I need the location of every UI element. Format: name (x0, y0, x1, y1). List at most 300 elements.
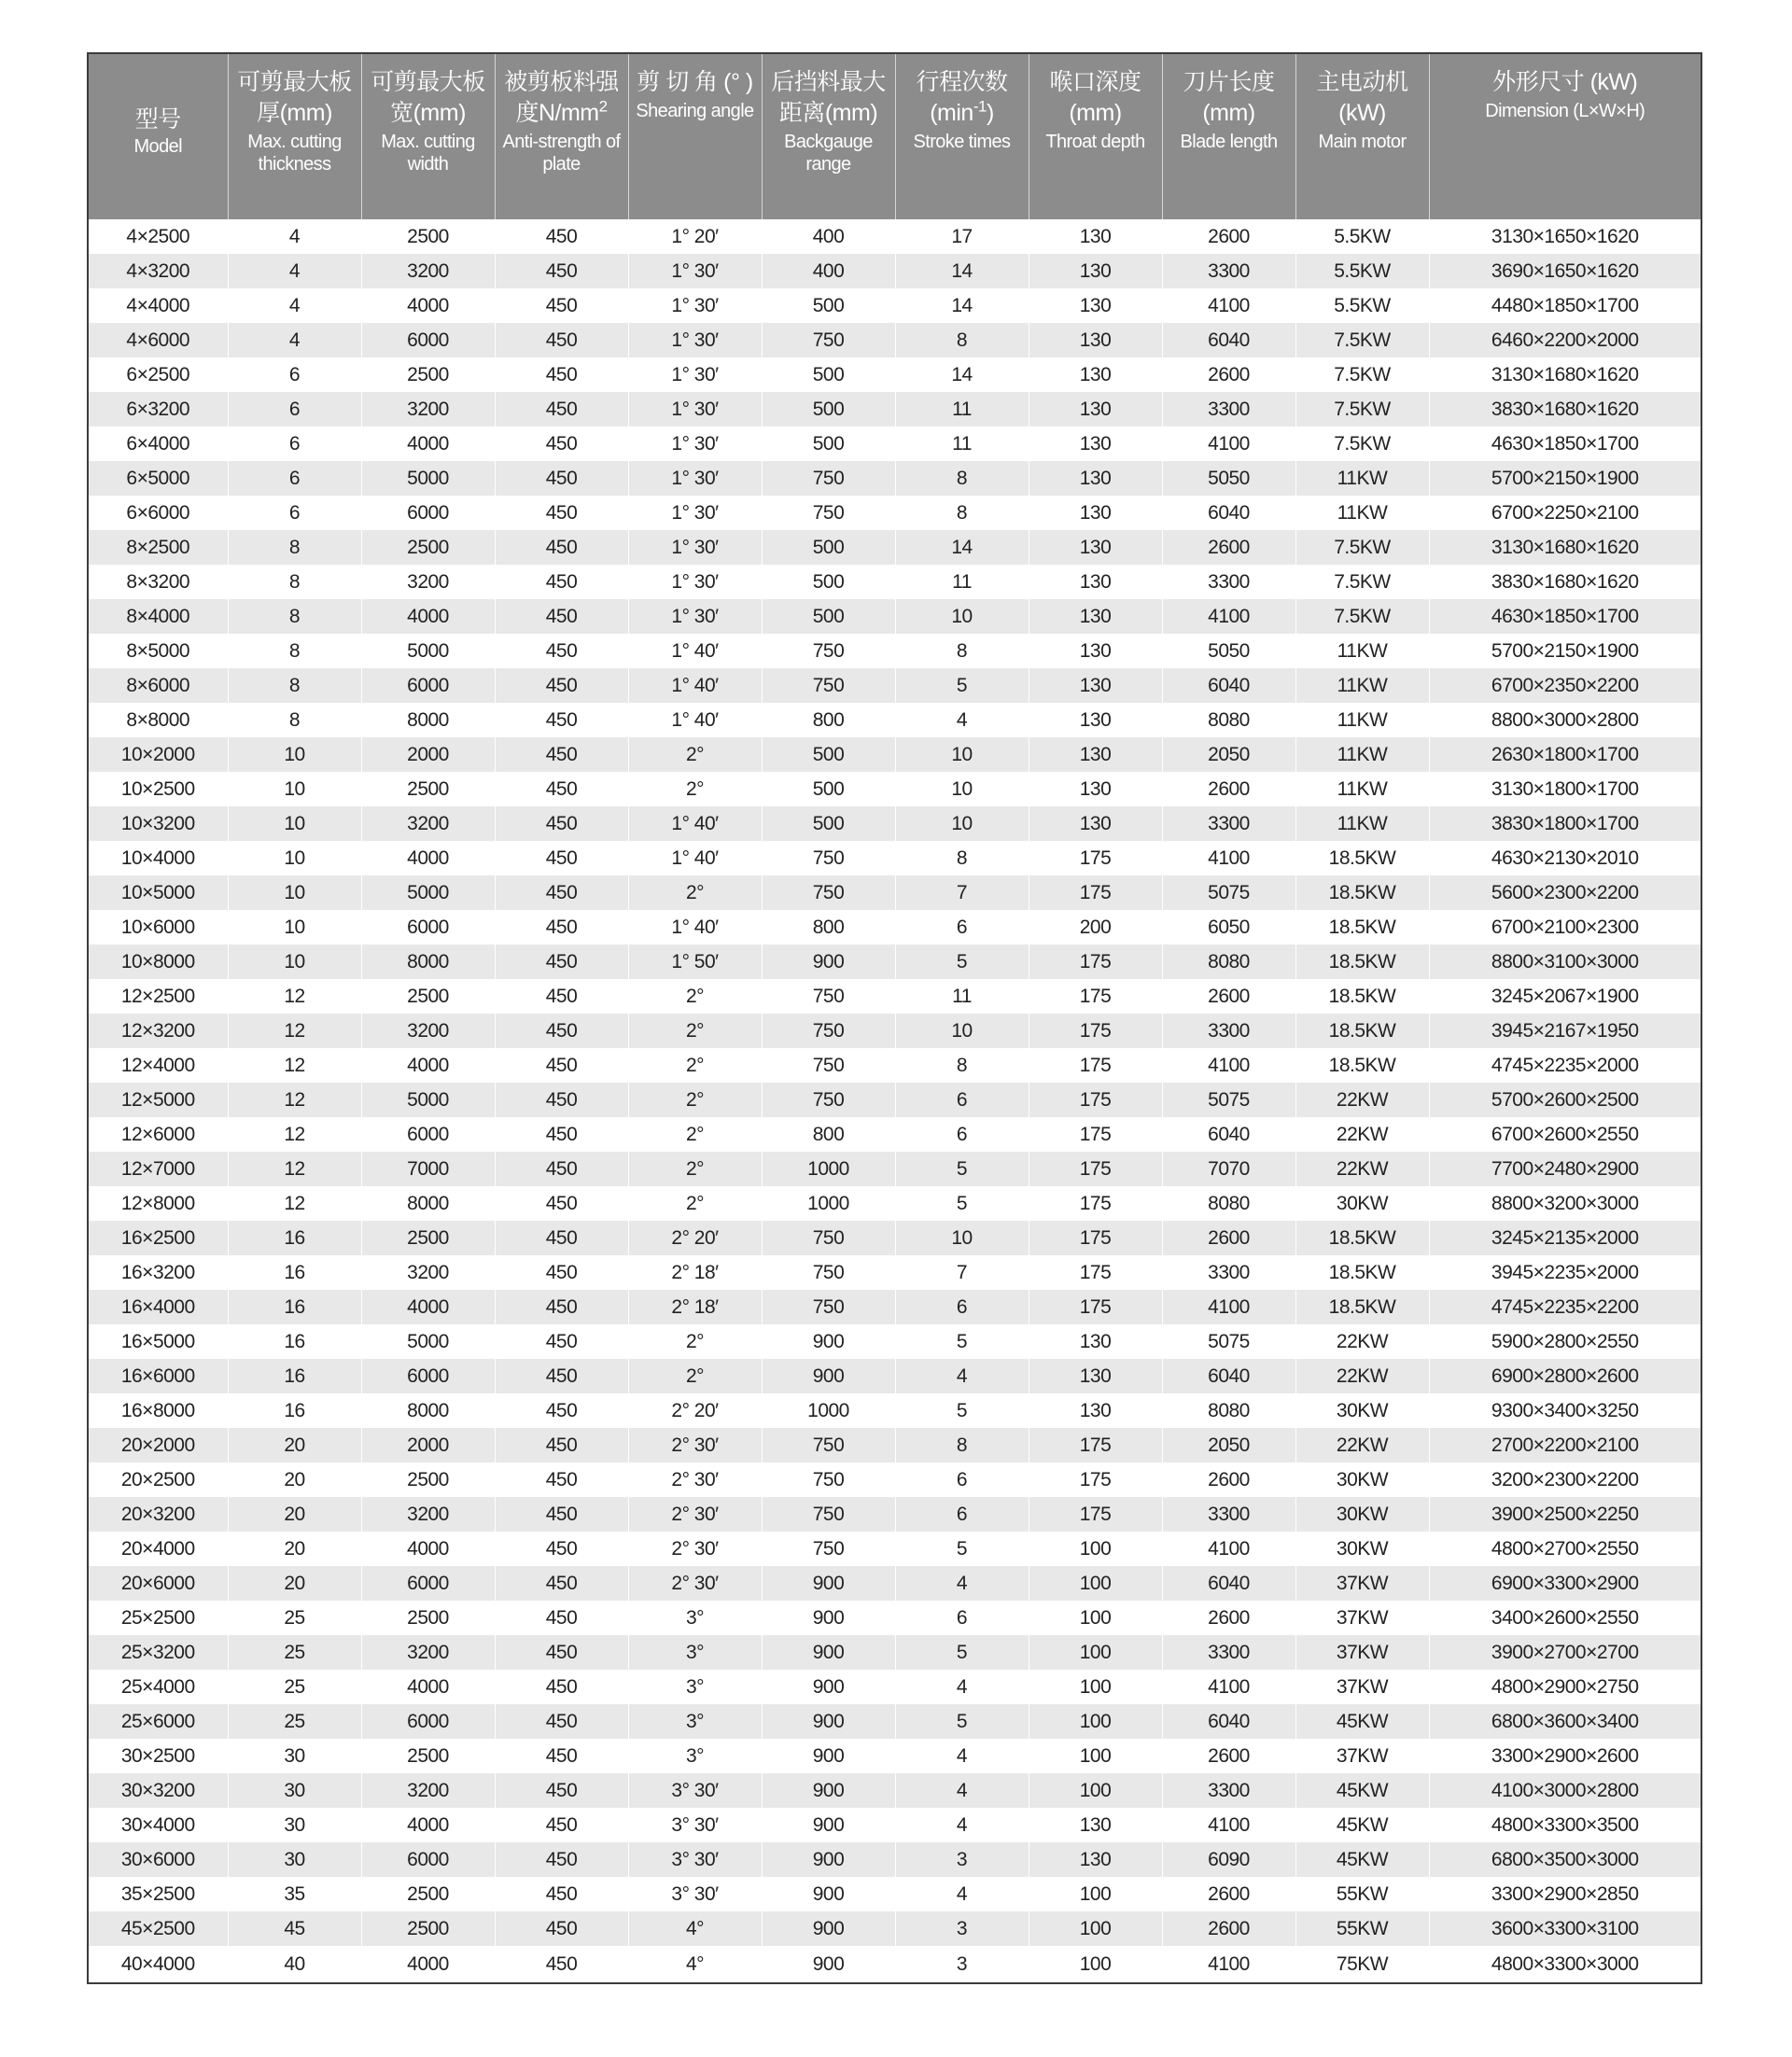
cell-angle: 4° (628, 1911, 762, 1946)
column-header-en: Anti-strength of plate (502, 132, 621, 175)
cell-blade: 7070 (1162, 1152, 1295, 1186)
cell-throat: 175 (1029, 1152, 1162, 1186)
cell-angle: 2° (628, 1117, 762, 1152)
cell-blade: 2600 (1162, 357, 1295, 392)
column-header-cn: 型号 (134, 106, 181, 133)
cell-blade: 3300 (1162, 254, 1295, 288)
cell-dimension: 3130×1680×1620 (1429, 530, 1701, 565)
column-header-en: Shearing angle (636, 101, 754, 121)
cell-stroke: 8 (895, 1048, 1029, 1083)
column-header-motor (1295, 53, 1429, 219)
cell-stroke: 7 (895, 1255, 1029, 1290)
column-header-cn-wrap (497, 67, 626, 129)
cell-angle: 2° (628, 737, 762, 772)
cell-model: 20×3200 (88, 1497, 228, 1532)
cell-backgauge: 750 (762, 1255, 895, 1290)
cell-thickness: 4 (228, 219, 361, 254)
cell-stroke: 8 (895, 634, 1029, 668)
cell-dimension: 3245×2067×1900 (1429, 979, 1701, 1014)
cell-width: 3200 (361, 565, 495, 599)
cell-throat: 100 (1029, 1601, 1162, 1635)
cell-blade: 5050 (1162, 461, 1295, 496)
cell-motor: 55KW (1295, 1877, 1429, 1911)
column-header-cn-wrap (898, 67, 1027, 129)
cell-strength: 450 (495, 1497, 628, 1532)
cell-strength: 450 (495, 1324, 628, 1359)
cell-motor: 5.5KW (1295, 219, 1429, 254)
cell-width: 3200 (361, 806, 495, 841)
table-row (88, 461, 1701, 496)
cell-width: 6000 (361, 1566, 495, 1601)
cell-thickness: 8 (228, 565, 361, 599)
cell-dimension: 6800×3500×3000 (1429, 1842, 1701, 1877)
cell-motor: 11KW (1295, 772, 1429, 806)
cell-model: 20×2000 (88, 1428, 228, 1462)
cell-blade: 8080 (1162, 1186, 1295, 1221)
cell-motor: 37KW (1295, 1739, 1429, 1773)
cell-strength: 450 (495, 1290, 628, 1324)
cell-dimension: 6700×2600×2550 (1429, 1117, 1701, 1152)
cell-blade: 2600 (1162, 1601, 1295, 1635)
cell-strength: 450 (495, 703, 628, 737)
cell-width: 2500 (361, 219, 495, 254)
cell-dimension: 3830×1680×1620 (1429, 565, 1701, 599)
cell-strength: 450 (495, 1428, 628, 1462)
cell-motor: 5.5KW (1295, 254, 1429, 288)
cell-model: 20×6000 (88, 1566, 228, 1601)
cell-angle: 1° 30′ (628, 599, 762, 634)
cell-backgauge: 750 (762, 875, 895, 910)
cell-dimension: 4800×3300×3500 (1429, 1808, 1701, 1842)
cell-backgauge: 750 (762, 1290, 895, 1324)
cell-stroke: 3 (895, 1911, 1029, 1946)
cell-stroke: 4 (895, 1773, 1029, 1808)
cell-throat: 175 (1029, 1117, 1162, 1152)
cell-angle: 2° (628, 1186, 762, 1221)
cell-blade: 5075 (1162, 875, 1295, 910)
cell-width: 2500 (361, 979, 495, 1014)
cell-stroke: 17 (895, 219, 1029, 254)
cell-thickness: 4 (228, 288, 361, 323)
cell-stroke: 4 (895, 703, 1029, 737)
cell-angle: 2° 20′ (628, 1221, 762, 1255)
table-row (88, 1635, 1701, 1670)
cell-dimension: 5600×2300×2200 (1429, 875, 1701, 910)
cell-blade: 6050 (1162, 910, 1295, 945)
cell-throat: 130 (1029, 288, 1162, 323)
cell-motor: 7.5KW (1295, 530, 1429, 565)
cell-width: 2500 (361, 530, 495, 565)
specification-table (87, 52, 1702, 1984)
cell-model: 10×8000 (88, 945, 228, 979)
cell-model: 16×5000 (88, 1324, 228, 1359)
cell-backgauge: 750 (762, 979, 895, 1014)
cell-backgauge: 750 (762, 1221, 895, 1255)
cell-dimension: 6460×2200×2000 (1429, 323, 1701, 357)
cell-strength: 450 (495, 1462, 628, 1497)
cell-angle: 1° 40′ (628, 910, 762, 945)
cell-dimension: 4800×2700×2550 (1429, 1532, 1701, 1566)
table-row (88, 737, 1701, 772)
cell-model: 12×7000 (88, 1152, 228, 1186)
cell-dimension: 4630×2130×2010 (1429, 841, 1701, 875)
cell-width: 4000 (361, 1670, 495, 1704)
cell-throat: 175 (1029, 1290, 1162, 1324)
cell-blade: 2600 (1162, 1877, 1295, 1911)
cell-strength: 450 (495, 254, 628, 288)
cell-model: 10×3200 (88, 806, 228, 841)
cell-width: 4000 (361, 288, 495, 323)
cell-motor: 55KW (1295, 1911, 1429, 1946)
cell-throat: 130 (1029, 530, 1162, 565)
cell-angle: 2° (628, 1324, 762, 1359)
cell-thickness: 20 (228, 1428, 361, 1462)
cell-thickness: 10 (228, 806, 361, 841)
cell-stroke: 8 (895, 841, 1029, 875)
cell-angle: 1° 40′ (628, 703, 762, 737)
cell-blade: 4100 (1162, 1670, 1295, 1704)
cell-stroke: 5 (895, 668, 1029, 703)
table-body (88, 219, 1701, 1983)
column-header-blade (1162, 53, 1295, 219)
cell-dimension: 3945×2167×1950 (1429, 1014, 1701, 1048)
cell-blade: 2600 (1162, 1911, 1295, 1946)
cell-motor: 22KW (1295, 1117, 1429, 1152)
cell-motor: 37KW (1295, 1635, 1429, 1670)
cell-angle: 1° 30′ (628, 530, 762, 565)
cell-thickness: 10 (228, 772, 361, 806)
cell-throat: 175 (1029, 1083, 1162, 1117)
cell-backgauge: 900 (762, 1842, 895, 1877)
cell-motor: 30KW (1295, 1497, 1429, 1532)
cell-blade: 3300 (1162, 565, 1295, 599)
column-header-en: Max. cutting thickness (247, 132, 342, 175)
cell-angle: 1° 30′ (628, 323, 762, 357)
cell-thickness: 4 (228, 323, 361, 357)
cell-model: 30×6000 (88, 1842, 228, 1877)
cell-stroke: 6 (895, 1290, 1029, 1324)
cell-throat: 100 (1029, 1532, 1162, 1566)
cell-width: 2500 (361, 772, 495, 806)
cell-motor: 18.5KW (1295, 910, 1429, 945)
cell-dimension: 3400×2600×2550 (1429, 1601, 1701, 1635)
cell-model: 16×3200 (88, 1255, 228, 1290)
cell-angle: 1° 50′ (628, 945, 762, 979)
cell-strength: 450 (495, 1186, 628, 1221)
cell-dimension: 4745×2235×2200 (1429, 1290, 1701, 1324)
table-row (88, 427, 1701, 461)
cell-throat: 130 (1029, 357, 1162, 392)
cell-model: 4×6000 (88, 323, 228, 357)
cell-strength: 450 (495, 979, 628, 1014)
cell-motor: 30KW (1295, 1462, 1429, 1497)
column-header-strength (495, 53, 628, 219)
table-row (88, 1221, 1701, 1255)
cell-throat: 130 (1029, 737, 1162, 772)
table-row (88, 703, 1701, 737)
cell-model: 16×2500 (88, 1221, 228, 1255)
cell-strength: 450 (495, 1911, 628, 1946)
column-header-cn: 可剪最大板厚(mm) (237, 69, 352, 126)
table-row (88, 1290, 1701, 1324)
cell-throat: 175 (1029, 1255, 1162, 1290)
cell-throat: 100 (1029, 1566, 1162, 1601)
column-header-en: Stroke times (913, 132, 1011, 152)
cell-backgauge: 900 (762, 945, 895, 979)
cell-throat: 100 (1029, 1946, 1162, 1983)
header-row (88, 53, 1701, 219)
cell-width: 4000 (361, 1048, 495, 1083)
cell-width: 4000 (361, 1808, 495, 1842)
cell-throat: 130 (1029, 427, 1162, 461)
cell-model: 12×6000 (88, 1117, 228, 1152)
column-header-en: Blade length (1180, 132, 1278, 152)
cell-dimension: 4480×1850×1700 (1429, 288, 1701, 323)
cell-dimension: 3130×1800×1700 (1429, 772, 1701, 806)
cell-width: 6000 (361, 668, 495, 703)
cell-throat: 130 (1029, 668, 1162, 703)
cell-width: 5000 (361, 634, 495, 668)
cell-backgauge: 900 (762, 1911, 895, 1946)
cell-throat: 100 (1029, 1704, 1162, 1739)
cell-angle: 3° 30′ (628, 1842, 762, 1877)
cell-thickness: 16 (228, 1359, 361, 1393)
cell-angle: 1° 30′ (628, 496, 762, 530)
cell-strength: 450 (495, 392, 628, 427)
cell-thickness: 16 (228, 1290, 361, 1324)
cell-width: 3200 (361, 1255, 495, 1290)
cell-stroke: 10 (895, 599, 1029, 634)
table-row (88, 668, 1701, 703)
cell-strength: 450 (495, 1014, 628, 1048)
cell-thickness: 30 (228, 1842, 361, 1877)
cell-dimension: 3830×1800×1700 (1429, 806, 1701, 841)
cell-throat: 100 (1029, 1773, 1162, 1808)
cell-backgauge: 500 (762, 565, 895, 599)
cell-model: 12×5000 (88, 1083, 228, 1117)
cell-stroke: 10 (895, 1014, 1029, 1048)
cell-throat: 175 (1029, 1428, 1162, 1462)
cell-motor: 18.5KW (1295, 1290, 1429, 1324)
cell-backgauge: 750 (762, 461, 895, 496)
cell-thickness: 30 (228, 1808, 361, 1842)
cell-throat: 200 (1029, 910, 1162, 945)
cell-angle: 2° (628, 772, 762, 806)
column-header-model (88, 53, 228, 219)
table-row (88, 1359, 1701, 1393)
cell-backgauge: 800 (762, 910, 895, 945)
cell-strength: 450 (495, 357, 628, 392)
cell-thickness: 16 (228, 1393, 361, 1428)
cell-throat: 130 (1029, 634, 1162, 668)
cell-angle: 3° (628, 1601, 762, 1635)
cell-throat: 130 (1029, 599, 1162, 634)
cell-strength: 450 (495, 1117, 628, 1152)
table-row (88, 910, 1701, 945)
cell-thickness: 20 (228, 1566, 361, 1601)
cell-backgauge: 800 (762, 1117, 895, 1152)
cell-width: 3200 (361, 392, 495, 427)
cell-motor: 5.5KW (1295, 288, 1429, 323)
column-header-en: Backgauge range (784, 132, 873, 175)
cell-stroke: 5 (895, 945, 1029, 979)
cell-stroke: 10 (895, 772, 1029, 806)
cell-dimension: 3690×1650×1620 (1429, 254, 1701, 288)
cell-backgauge: 900 (762, 1670, 895, 1704)
cell-strength: 450 (495, 1393, 628, 1428)
cell-width: 6000 (361, 496, 495, 530)
cell-strength: 450 (495, 1221, 628, 1255)
cell-strength: 450 (495, 1842, 628, 1877)
cell-angle: 2° 20′ (628, 1393, 762, 1428)
table-row (88, 1842, 1701, 1877)
cell-angle: 3° (628, 1704, 762, 1739)
cell-thickness: 10 (228, 841, 361, 875)
cell-motor: 11KW (1295, 703, 1429, 737)
cell-angle: 1° 20′ (628, 219, 762, 254)
cell-blade: 4100 (1162, 1946, 1295, 1983)
column-header-thickness (228, 53, 361, 219)
cell-blade: 4100 (1162, 599, 1295, 634)
column-header-cn: 可剪最大板宽(mm) (371, 69, 485, 126)
cell-stroke: 6 (895, 1601, 1029, 1635)
cell-blade: 4100 (1162, 841, 1295, 875)
cell-dimension: 3130×1650×1620 (1429, 219, 1701, 254)
cell-model: 20×4000 (88, 1532, 228, 1566)
cell-angle: 3° 30′ (628, 1773, 762, 1808)
cell-angle: 3° 30′ (628, 1808, 762, 1842)
cell-motor: 45KW (1295, 1704, 1429, 1739)
cell-backgauge: 900 (762, 1359, 895, 1393)
cell-model: 45×2500 (88, 1911, 228, 1946)
cell-throat: 175 (1029, 1462, 1162, 1497)
table-row (88, 1670, 1701, 1704)
cell-angle: 1° 40′ (628, 806, 762, 841)
cell-throat: 130 (1029, 565, 1162, 599)
cell-backgauge: 900 (762, 1601, 895, 1635)
column-header-throat (1029, 53, 1162, 219)
cell-strength: 450 (495, 323, 628, 357)
cell-strength: 450 (495, 1739, 628, 1773)
cell-dimension: 3900×2500×2250 (1429, 1497, 1701, 1532)
cell-stroke: 6 (895, 910, 1029, 945)
cell-model: 4×3200 (88, 254, 228, 288)
cell-stroke: 7 (895, 875, 1029, 910)
cell-angle: 1° 30′ (628, 392, 762, 427)
cell-width: 2000 (361, 1428, 495, 1462)
cell-backgauge: 750 (762, 841, 895, 875)
cell-throat: 130 (1029, 772, 1162, 806)
cell-blade: 4100 (1162, 1290, 1295, 1324)
cell-angle: 4° (628, 1946, 762, 1983)
cell-strength: 450 (495, 634, 628, 668)
cell-width: 6000 (361, 1117, 495, 1152)
cell-dimension: 3130×1680×1620 (1429, 357, 1701, 392)
cell-blade: 3300 (1162, 1255, 1295, 1290)
cell-thickness: 25 (228, 1670, 361, 1704)
cell-strength: 450 (495, 1601, 628, 1635)
cell-thickness: 6 (228, 461, 361, 496)
cell-model: 35×2500 (88, 1877, 228, 1911)
column-header-en: Throat depth (1045, 132, 1145, 152)
cell-angle: 1° 30′ (628, 288, 762, 323)
cell-throat: 130 (1029, 1808, 1162, 1842)
cell-throat: 130 (1029, 323, 1162, 357)
cell-stroke: 6 (895, 1117, 1029, 1152)
cell-angle: 2° 18′ (628, 1255, 762, 1290)
cell-motor: 22KW (1295, 1359, 1429, 1393)
cell-angle: 2° (628, 1359, 762, 1393)
table-row (88, 496, 1701, 530)
cell-width: 4000 (361, 1290, 495, 1324)
cell-stroke: 11 (895, 427, 1029, 461)
table-row (88, 1739, 1701, 1773)
cell-angle: 2° (628, 1083, 762, 1117)
cell-dimension: 4800×3300×3000 (1429, 1946, 1701, 1983)
cell-width: 8000 (361, 1186, 495, 1221)
cell-throat: 130 (1029, 219, 1162, 254)
cell-motor: 18.5KW (1295, 945, 1429, 979)
cell-model: 12×3200 (88, 1014, 228, 1048)
cell-stroke: 5 (895, 1532, 1029, 1566)
cell-model: 30×3200 (88, 1773, 228, 1808)
cell-width: 6000 (361, 323, 495, 357)
cell-stroke: 14 (895, 254, 1029, 288)
table-row (88, 392, 1701, 427)
cell-angle: 2° (628, 1014, 762, 1048)
cell-blade: 2600 (1162, 219, 1295, 254)
cell-stroke: 5 (895, 1635, 1029, 1670)
cell-dimension: 3830×1680×1620 (1429, 392, 1701, 427)
cell-motor: 11KW (1295, 668, 1429, 703)
column-header-dimension (1429, 53, 1701, 219)
cell-backgauge: 750 (762, 1014, 895, 1048)
cell-thickness: 12 (228, 1186, 361, 1221)
column-header-cn: 刀片长度 (mm) (1183, 69, 1275, 126)
cell-angle: 3° (628, 1739, 762, 1773)
table-row (88, 945, 1701, 979)
cell-motor: 18.5KW (1295, 979, 1429, 1014)
cell-thickness: 8 (228, 668, 361, 703)
table-row (88, 979, 1701, 1014)
cell-width: 8000 (361, 1393, 495, 1428)
cell-thickness: 12 (228, 1048, 361, 1083)
cell-dimension: 6800×3600×3400 (1429, 1704, 1701, 1739)
cell-motor: 45KW (1295, 1808, 1429, 1842)
cell-blade: 4100 (1162, 1048, 1295, 1083)
cell-stroke: 3 (895, 1842, 1029, 1877)
cell-throat: 100 (1029, 1670, 1162, 1704)
cell-backgauge: 750 (762, 496, 895, 530)
cell-angle: 1° 40′ (628, 841, 762, 875)
cell-model: 8×2500 (88, 530, 228, 565)
cell-backgauge: 900 (762, 1773, 895, 1808)
cell-backgauge: 900 (762, 1946, 895, 1983)
cell-strength: 450 (495, 1946, 628, 1983)
cell-angle: 2° 30′ (628, 1428, 762, 1462)
cell-angle: 2° 18′ (628, 1290, 762, 1324)
cell-strength: 450 (495, 1152, 628, 1186)
table-row (88, 1014, 1701, 1048)
cell-model: 25×6000 (88, 1704, 228, 1739)
cell-width: 2500 (361, 1739, 495, 1773)
table-row (88, 1186, 1701, 1221)
table-row (88, 254, 1701, 288)
cell-strength: 450 (495, 910, 628, 945)
cell-motor: 45KW (1295, 1773, 1429, 1808)
cell-model: 6×2500 (88, 357, 228, 392)
cell-throat: 130 (1029, 461, 1162, 496)
